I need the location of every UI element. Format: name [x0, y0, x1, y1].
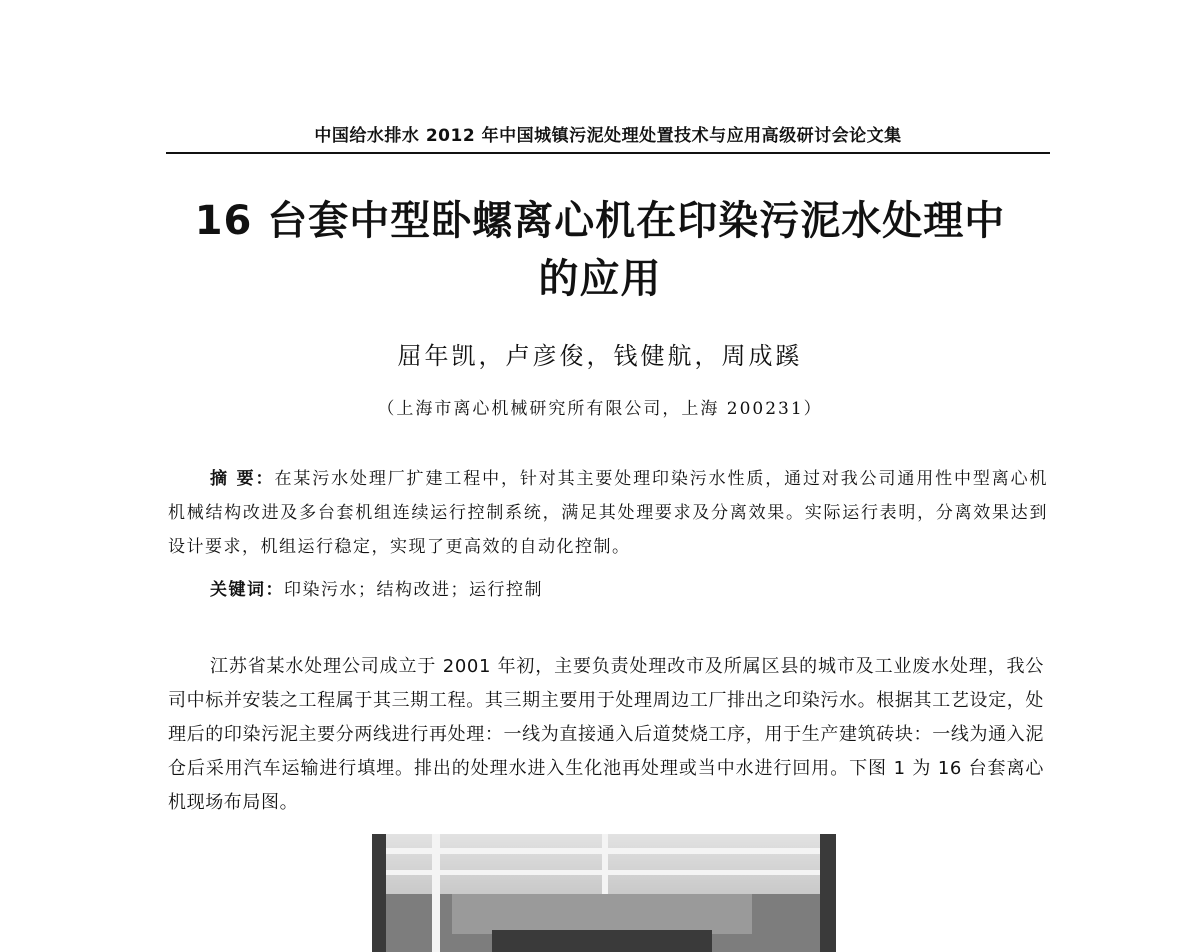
- body-paragraph: 江苏省某水处理公司成立于 2001 年初，主要负责处理改市及所属区县的城市及工业废水处理，我公司中标并安装之工程属于其三期工程。其三期主要用于处理周边工厂排出之印染污水。根据其工艺设定，处理后的印染污泥主要分两线进行再处理：一线为直接通入后道焚烧工序，用于生产建筑砖块：一线为通入泥仓后采用汽车运输进行填埋。排出的处理水进入生化池再处理或当中水进行回用。下图 1 为 16 台套离心机现场布局图。: [168, 656, 1044, 813]
- affiliation: （上海市离心机械研究所有限公司，上海 200231）: [377, 399, 823, 419]
- authors: 屈年凯，卢彦俊，钱健航，周成蹊: [397, 342, 803, 370]
- figure-shadow: [372, 834, 386, 952]
- paper-title: [150, 192, 1050, 308]
- figure-column: [432, 834, 440, 952]
- abstract-label: 摘 要：: [210, 469, 275, 489]
- running-header: 中国给水排水 2012 年中国城镇污泥处理处置技术与应用高级研讨会论文集: [314, 126, 902, 146]
- header-rule: [166, 152, 1050, 154]
- abstract: [168, 462, 1048, 564]
- figure-wall: [452, 894, 752, 934]
- figure-floor: [492, 930, 712, 952]
- title-line-1: 16 台套中型卧螺离心机在印染污泥水处理中: [194, 198, 1006, 244]
- figure-1-photo: [372, 834, 836, 952]
- keywords-text: 印染污水；结构改进；运行控制: [284, 580, 543, 600]
- figure-shadow: [820, 834, 836, 952]
- abstract-text: 在某污水处理厂扩建工程中，针对其主要处理印染污水性质，通过对我公司通用性中型离心机机械结构改进及多台套机组连续运行控制系统，满足其处理要求及分离效果。实际运行表明，分离效果达到设计要求，机组运行稳定，实现了更高效的自动化控制。: [168, 469, 1049, 557]
- keywords: [210, 574, 1050, 606]
- keywords-label: 关键词：: [210, 580, 284, 600]
- title-line-2: 的应用: [538, 256, 662, 302]
